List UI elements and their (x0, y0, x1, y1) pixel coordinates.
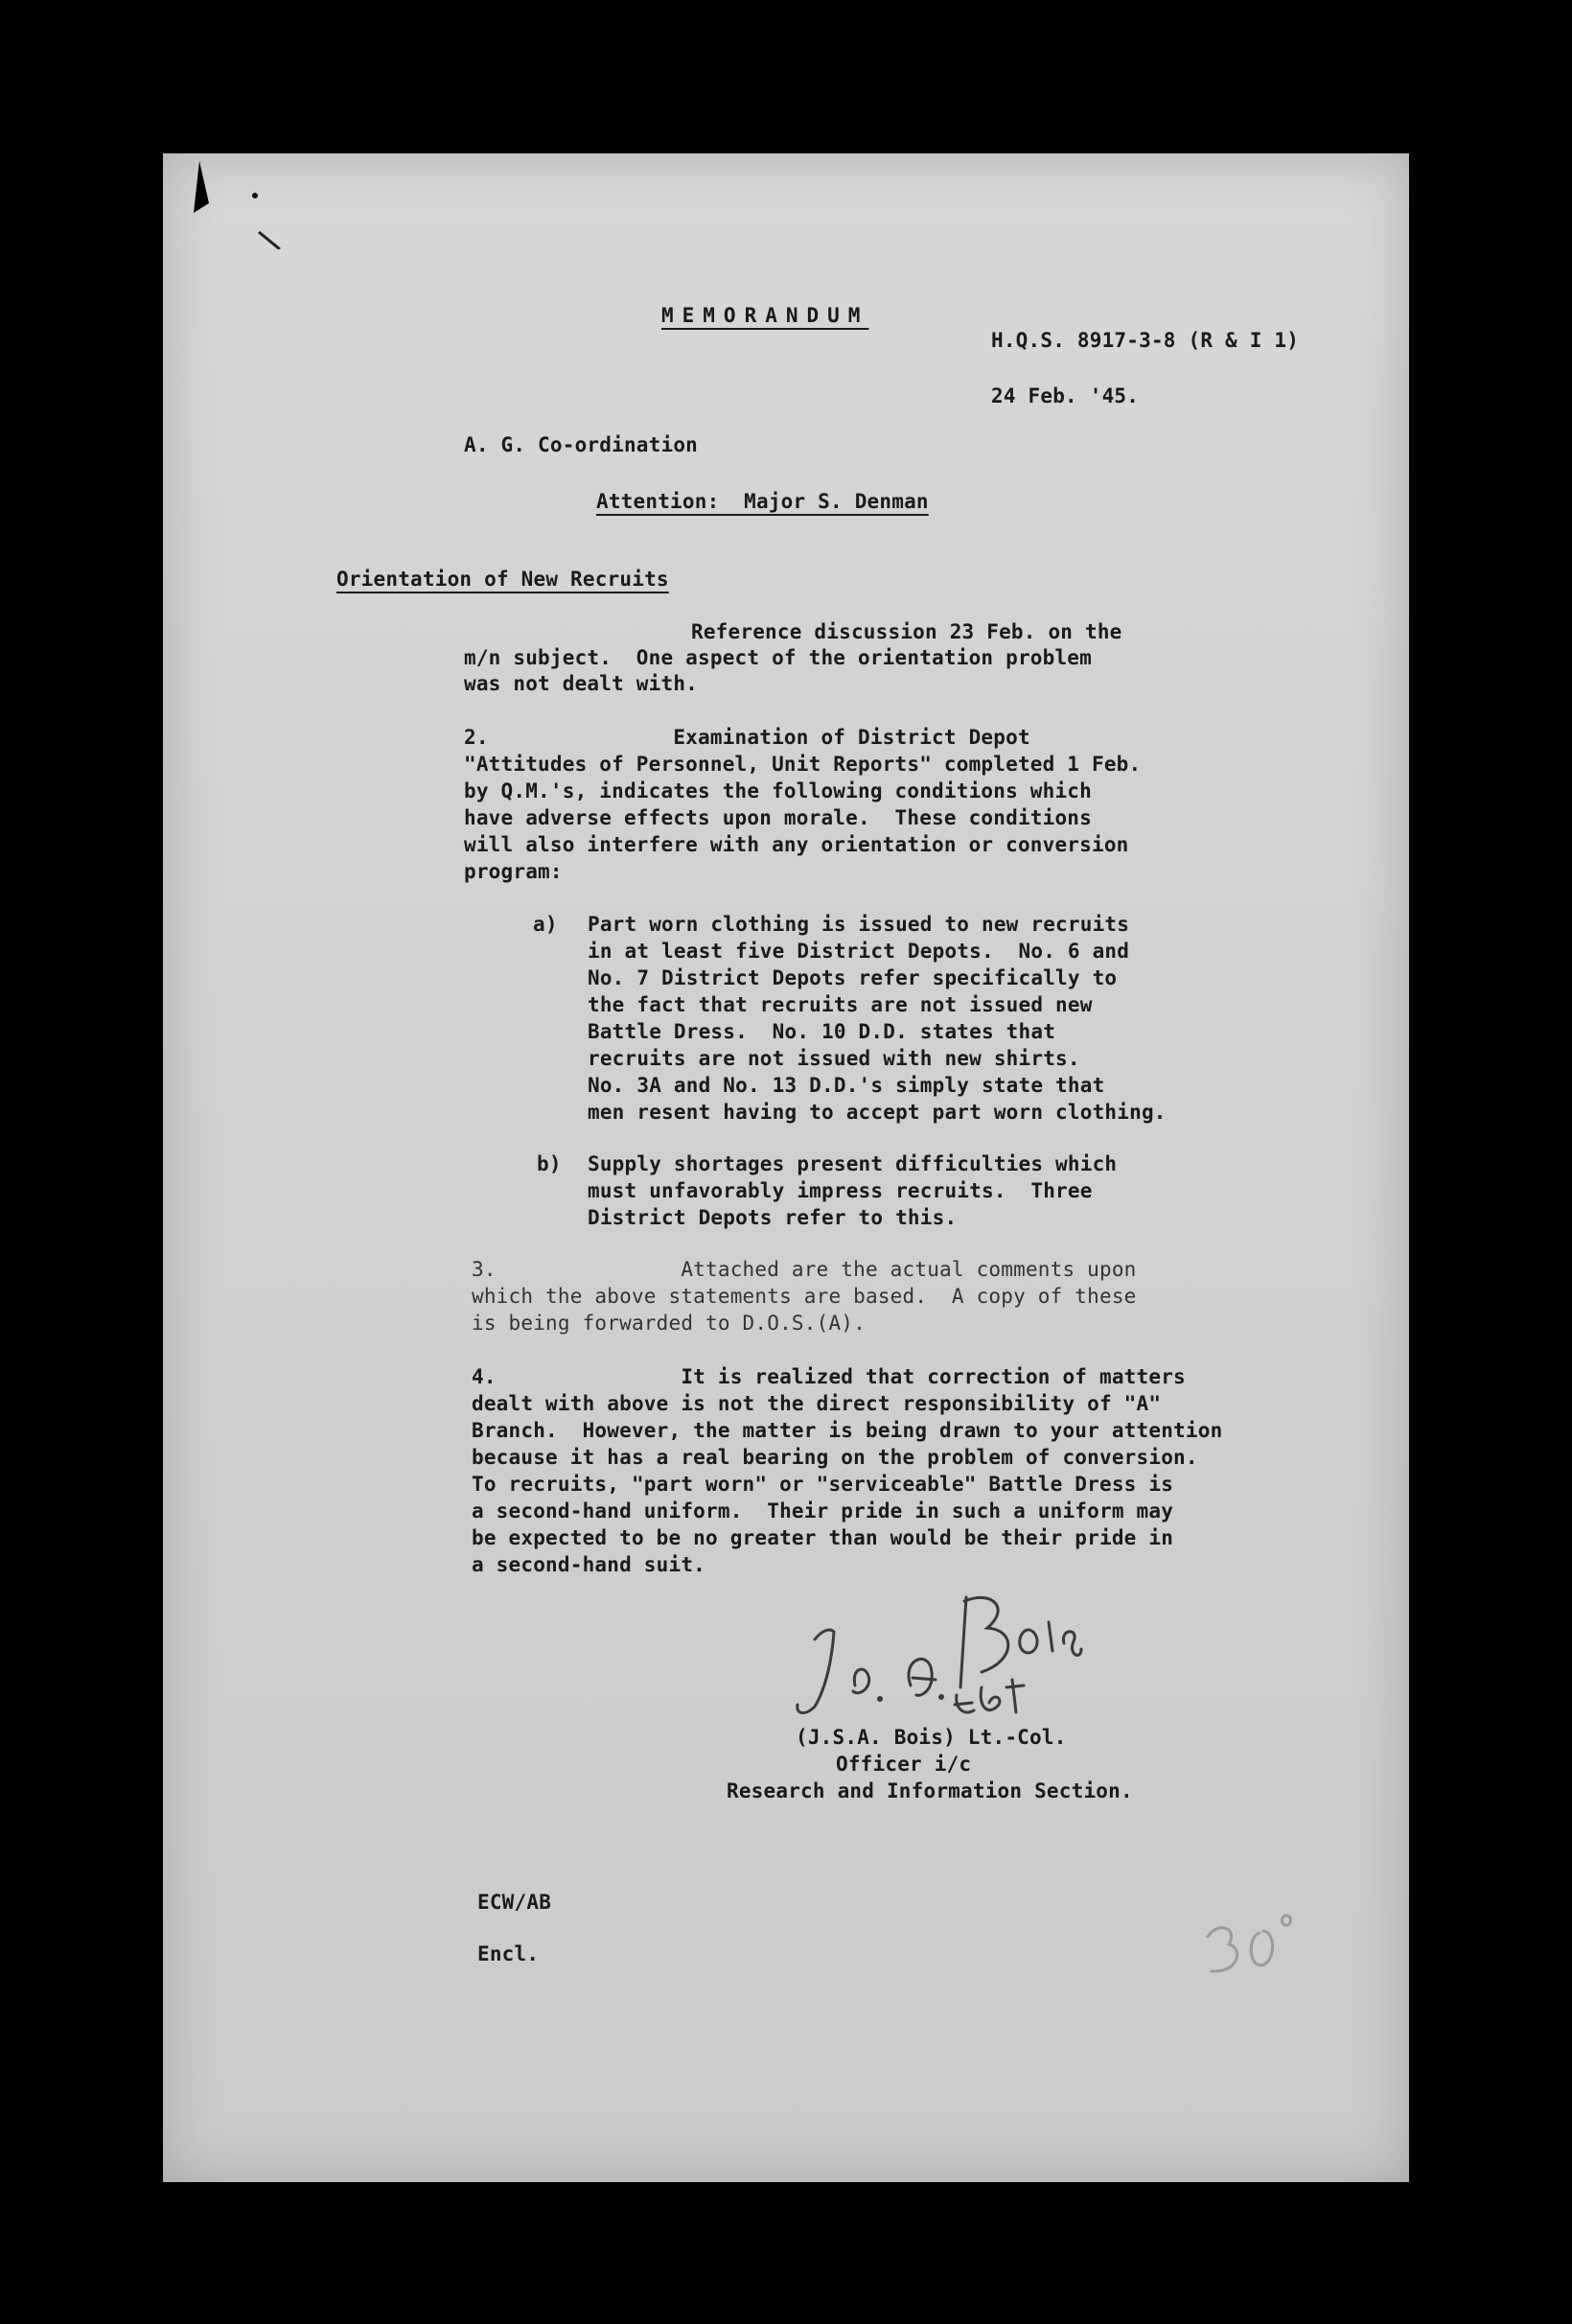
para4-line: be expected to be no greater than would be their pride in (472, 1526, 1174, 1549)
para2-line: by Q.M.'s, indicates the following conditions which (464, 779, 1092, 802)
para4-line: dealt with above is not the direct responsibility of "A" (472, 1392, 1162, 1415)
subject-heading: Orientation of New Recruits (336, 568, 669, 591)
para4-line: because it has a real bearing on the problem of conversion. (472, 1446, 1198, 1469)
para1-line: was not dealt with. (464, 672, 699, 695)
punch-mark-icon (188, 153, 284, 249)
memo-date: 24 Feb. '45. (991, 384, 1140, 407)
handwritten-signature (776, 1572, 1083, 1735)
typist-initials: ECW/AB (477, 1891, 552, 1914)
para2-line: have adverse effects upon morale. These conditions (464, 806, 1092, 829)
para2-line: program: (464, 860, 563, 883)
para1-line: Reference discussion 23 Feb. on the (691, 620, 1122, 643)
item-a-line: in at least five District Depots. No. 6 and (588, 940, 1130, 963)
signatory-section: Research and Information Section. (727, 1779, 1133, 1802)
para3-line: is being forwarded to D.O.S.(A). (472, 1312, 866, 1335)
item-a-line: Part worn clothing is issued to new recruits (588, 913, 1130, 936)
item-b-marker: b) (537, 1152, 562, 1175)
signatory-title: Officer i/c (836, 1753, 972, 1776)
para3-line: 3. Attached are the actual comments upon (472, 1258, 1137, 1281)
handwritten-number (1200, 1904, 1306, 1990)
item-b-line: must unfavorably impress recruits. Three (588, 1179, 1093, 1202)
item-b-line: District Depots refer to this. (588, 1206, 958, 1229)
item-a-line: the fact that recruits are not issued new (588, 993, 1093, 1016)
para4-line: a second-hand uniform. Their pride in such a uniform may (472, 1499, 1174, 1522)
para4-line: 4. It is realized that correction of matters (472, 1365, 1186, 1388)
item-a-line: No. 3A and No. 13 D.D.'s simply state that (588, 1074, 1105, 1097)
memo-title: MEMORANDUM (661, 304, 869, 327)
para2-line: will also interfere with any orientation or conversion (464, 833, 1129, 856)
item-a-line: men resent having to accept part worn clothing. (588, 1101, 1167, 1124)
item-a-line: No. 7 District Depots refer specifically to (588, 966, 1118, 989)
item-b-line: Supply shortages present difficulties which (588, 1152, 1118, 1175)
item-a-line: recruits are not issued with new shirts. (588, 1047, 1080, 1070)
para4-line: Branch. However, the matter is being drawn to your attention (472, 1419, 1223, 1442)
para2-line: "Attitudes of Personnel, Unit Reports" completed 1 Feb. (464, 753, 1142, 776)
item-a-line: Battle Dress. No. 10 D.D. states that (588, 1020, 1056, 1043)
signatory-name: (J.S.A. Bois) Lt.-Col. (796, 1726, 1067, 1749)
para4-line: a second-hand suit. (472, 1553, 706, 1576)
para2-line: 2. Examination of District Depot (464, 726, 1030, 749)
enclosure-note: Encl. (477, 1942, 540, 1965)
para4-line: To recruits, "part worn" or "serviceable" Battle Dress is (472, 1473, 1174, 1496)
para1-line: m/n subject. One aspect of the orientation problem (464, 646, 1092, 669)
file-reference: H.Q.S. 8917-3-8 (R & I 1) (991, 329, 1300, 352)
addressee: A. G. Co-ordination (464, 433, 699, 456)
item-a-marker: a) (533, 913, 558, 936)
para3-line: which the above statements are based. A copy of these (472, 1285, 1137, 1308)
attention-line: Attention: Major S. Denman (596, 490, 929, 513)
